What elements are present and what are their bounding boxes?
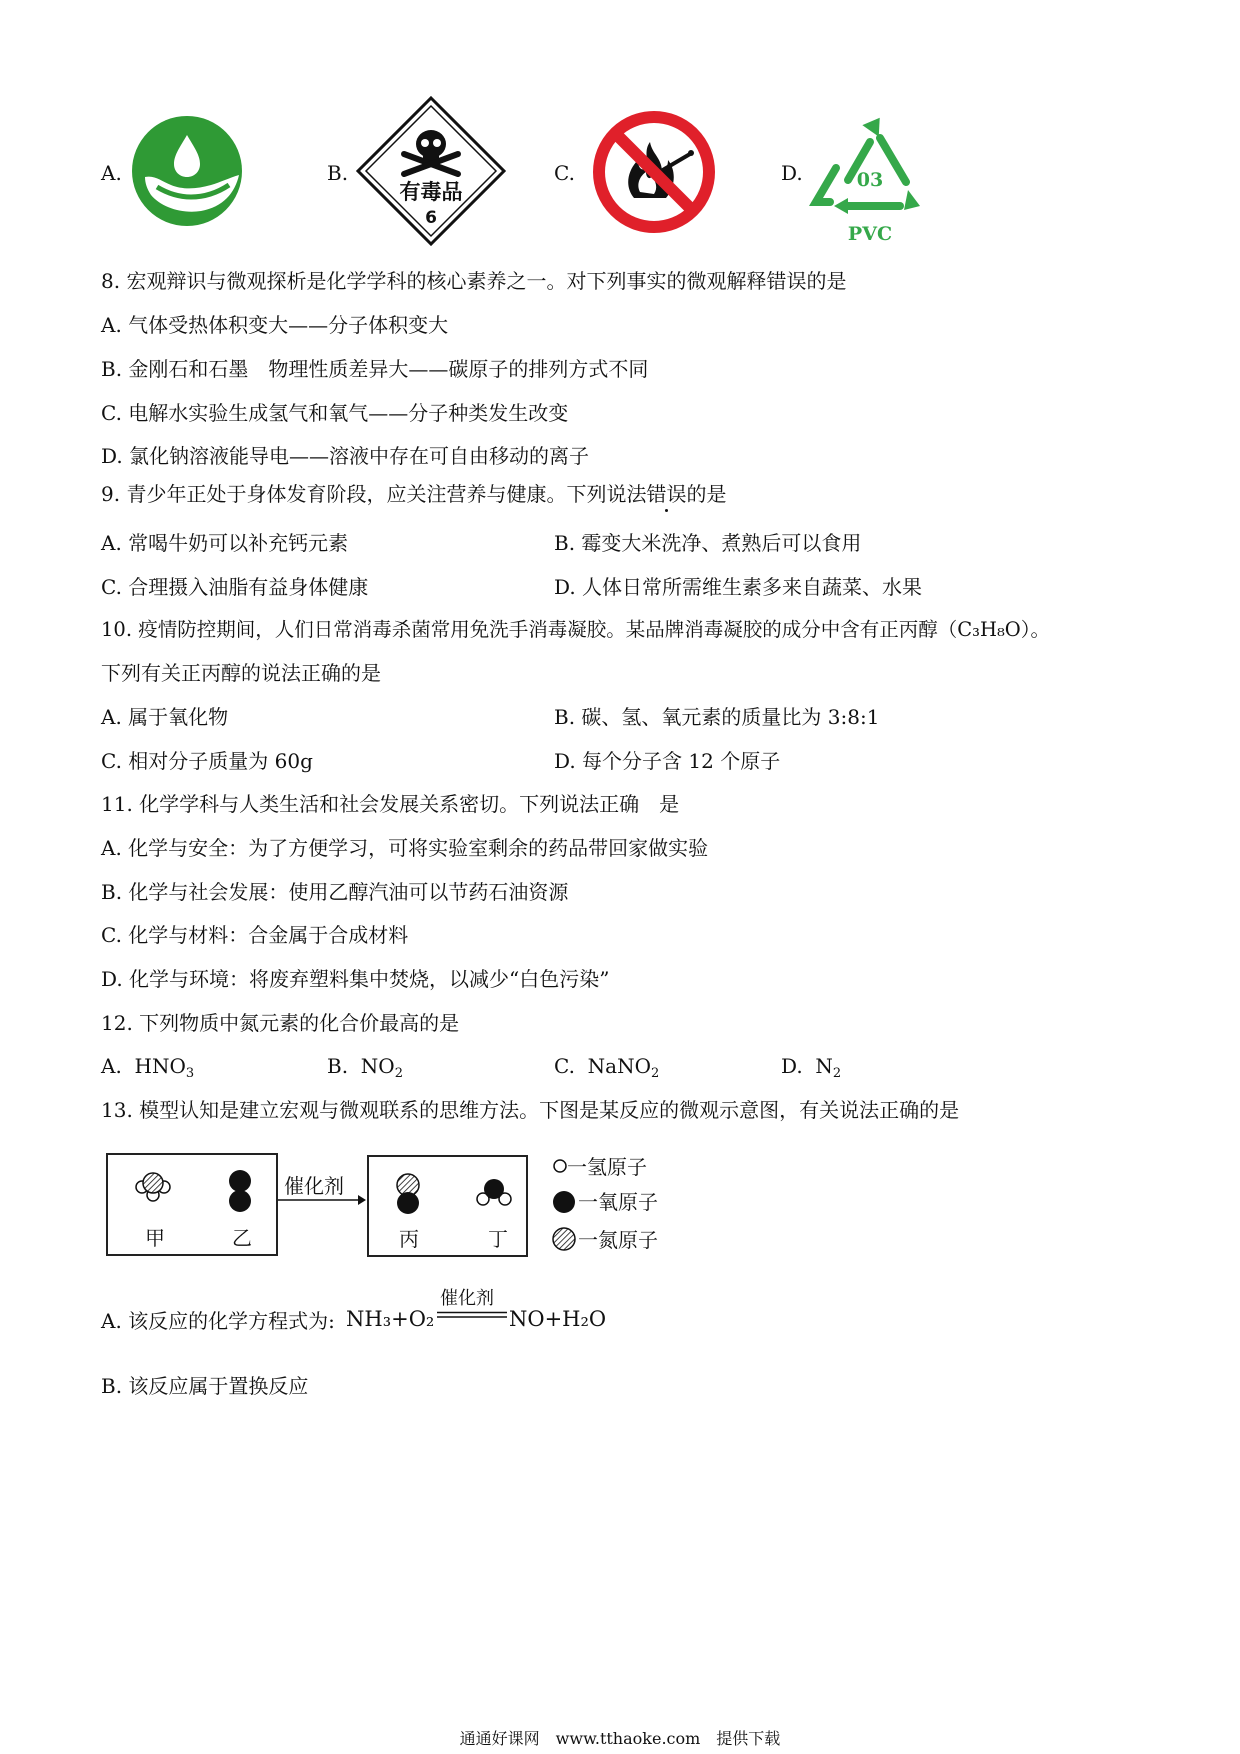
- q11-option-b: B. 化学与社会发展：使用乙醇汽油可以节药石油资源: [101, 880, 569, 904]
- q8-stem: 8. 宏观辩识与微观探析是化学学科的核心素养之一。对下列事实的微观解释错误的是: [101, 269, 847, 293]
- toxic-text: 有毒品: [399, 180, 463, 204]
- q12-option-d: D. $N_2$: [781, 1054, 842, 1081]
- q10-option-a: A. 属于氧化物: [101, 705, 229, 729]
- q13-stem: 13. 模型认知是建立宏观与微观联系的思维方法。下图是某反应的微观示意图，有关说法正确的是: [101, 1098, 960, 1122]
- recycle-pvc-icon: [808, 106, 932, 246]
- q10-option-d: D. 每个分子含 12 个原子: [554, 749, 781, 773]
- q8-option-d: D. 氯化钠溶液能导电——溶液中存在可自由移动的离子: [101, 444, 590, 468]
- q9-stem-post: 的是: [686, 482, 727, 506]
- q9-option-a: A. 常喝牛奶可以补充钙元素: [101, 531, 349, 555]
- equation-right: NO+H₂O: [509, 1307, 607, 1331]
- reactants-diagram: [106, 1153, 278, 1256]
- hydrogen-atom-icon: [554, 1160, 566, 1172]
- q10-stem-line2: 下列有关正丙醇的说法正确的是: [101, 661, 381, 685]
- q12-stem: 12. 下列物质中氮元素的化合价最高的是: [101, 1011, 460, 1035]
- q9-stem-pre: 9. 青少年正处于身体发育阶段，应关注营养与健康。下列说法: [101, 482, 647, 506]
- q11-option-c: C. 化学与材料：合金属于合成材料: [101, 923, 409, 947]
- q11-option-d: D. 化学与环境：将废弃塑料集中焚烧，以减少“白色污染”: [101, 967, 610, 991]
- q10-option-c: C. 相对分子质量为 60g: [101, 749, 313, 773]
- q7-label-a: A.: [101, 161, 122, 185]
- label-jia: 甲: [145, 1226, 165, 1250]
- q9-stem-emphasis: 错误: [646, 482, 687, 506]
- q13-option-a: A. 该反应的化学方程式为:: [101, 1309, 335, 1333]
- equation-left: NH₃+O₂: [346, 1307, 435, 1331]
- equation-catalyst: 催化剂: [440, 1288, 494, 1309]
- toxic-class: 6: [425, 208, 437, 228]
- recycle-text: PVC: [847, 223, 893, 245]
- q9-option-b: B. 霉变大米洗净、煮熟后可以食用: [554, 531, 862, 555]
- legend-hydrogen: 一氢原子: [567, 1155, 647, 1179]
- molecule-oxygen: [229, 1170, 251, 1212]
- q8-option-c: C. 电解水实验生成氢气和氧气——分子种类发生改变: [101, 401, 569, 425]
- toxic-hazard-icon: [356, 96, 506, 246]
- q12-option-b: B. $NO_2$: [327, 1054, 403, 1081]
- reaction-arrow: [278, 1193, 368, 1207]
- q9-option-d: D. 人体日常所需维生素多来自蔬菜、水果: [554, 575, 923, 599]
- legend-oxygen: 一氧原子: [578, 1190, 658, 1214]
- label-bing: 丙: [399, 1227, 419, 1251]
- q8-option-b: B. 金刚石和石墨 物理性质差异大——碳原子的排列方式不同: [101, 357, 649, 381]
- q7-label-b: B.: [327, 161, 349, 185]
- equation-equals: [437, 1311, 507, 1319]
- q9-option-c: C. 合理摄入油脂有益身体健康: [101, 575, 369, 599]
- molecule-ammonia: [136, 1173, 170, 1201]
- water-saving-icon: [131, 115, 243, 227]
- q10-option-b: B. 碳、氢、氧元素的质量比为 3:8:1: [554, 705, 880, 729]
- q11-stem: 11. 化学学科与人类生活和社会发展关系密切。下列说法正确 是: [101, 792, 680, 816]
- footer-source: 通通好课网 www.tthaoke.com 提供下载: [459, 1729, 781, 1748]
- molecule-nitric-oxide: [397, 1174, 419, 1214]
- q7-label-d: D.: [781, 161, 803, 185]
- q10-stem-line1: 10. 疫情防控期间，人们日常消毒杀菌常用免洗手消毒凝胶。某品牌消毒凝胶的成分中含有正丙醇（C₃H₈O）。: [101, 618, 1051, 641]
- q9-stem: [101, 482, 726, 506]
- q11-option-a: A. 化学与安全：为了方便学习，可将实验室剩余的药品带回家做实验: [101, 836, 709, 860]
- oxygen-atom-icon: [553, 1191, 575, 1213]
- q7-label-c: C.: [554, 161, 575, 185]
- label-ding: 丁: [488, 1227, 508, 1251]
- nitrogen-atom-icon: [553, 1228, 575, 1250]
- label-yi: 乙: [232, 1226, 252, 1250]
- q12-option-a: A. $HNO_3$: [101, 1054, 195, 1081]
- q8-option-a: A. 气体受热体积变大——分子体积变大: [101, 313, 449, 337]
- arrow-catalyst: 催化剂: [284, 1174, 344, 1198]
- q12-option-c: C. NaNO$_2$: [554, 1054, 660, 1081]
- legend-nitrogen: 一氮原子: [578, 1228, 658, 1252]
- no-fire-icon: [590, 108, 718, 236]
- recycle-code: 03: [856, 169, 884, 191]
- q13-option-b: B. 该反应属于置换反应: [101, 1374, 309, 1398]
- molecule-water: [477, 1179, 511, 1205]
